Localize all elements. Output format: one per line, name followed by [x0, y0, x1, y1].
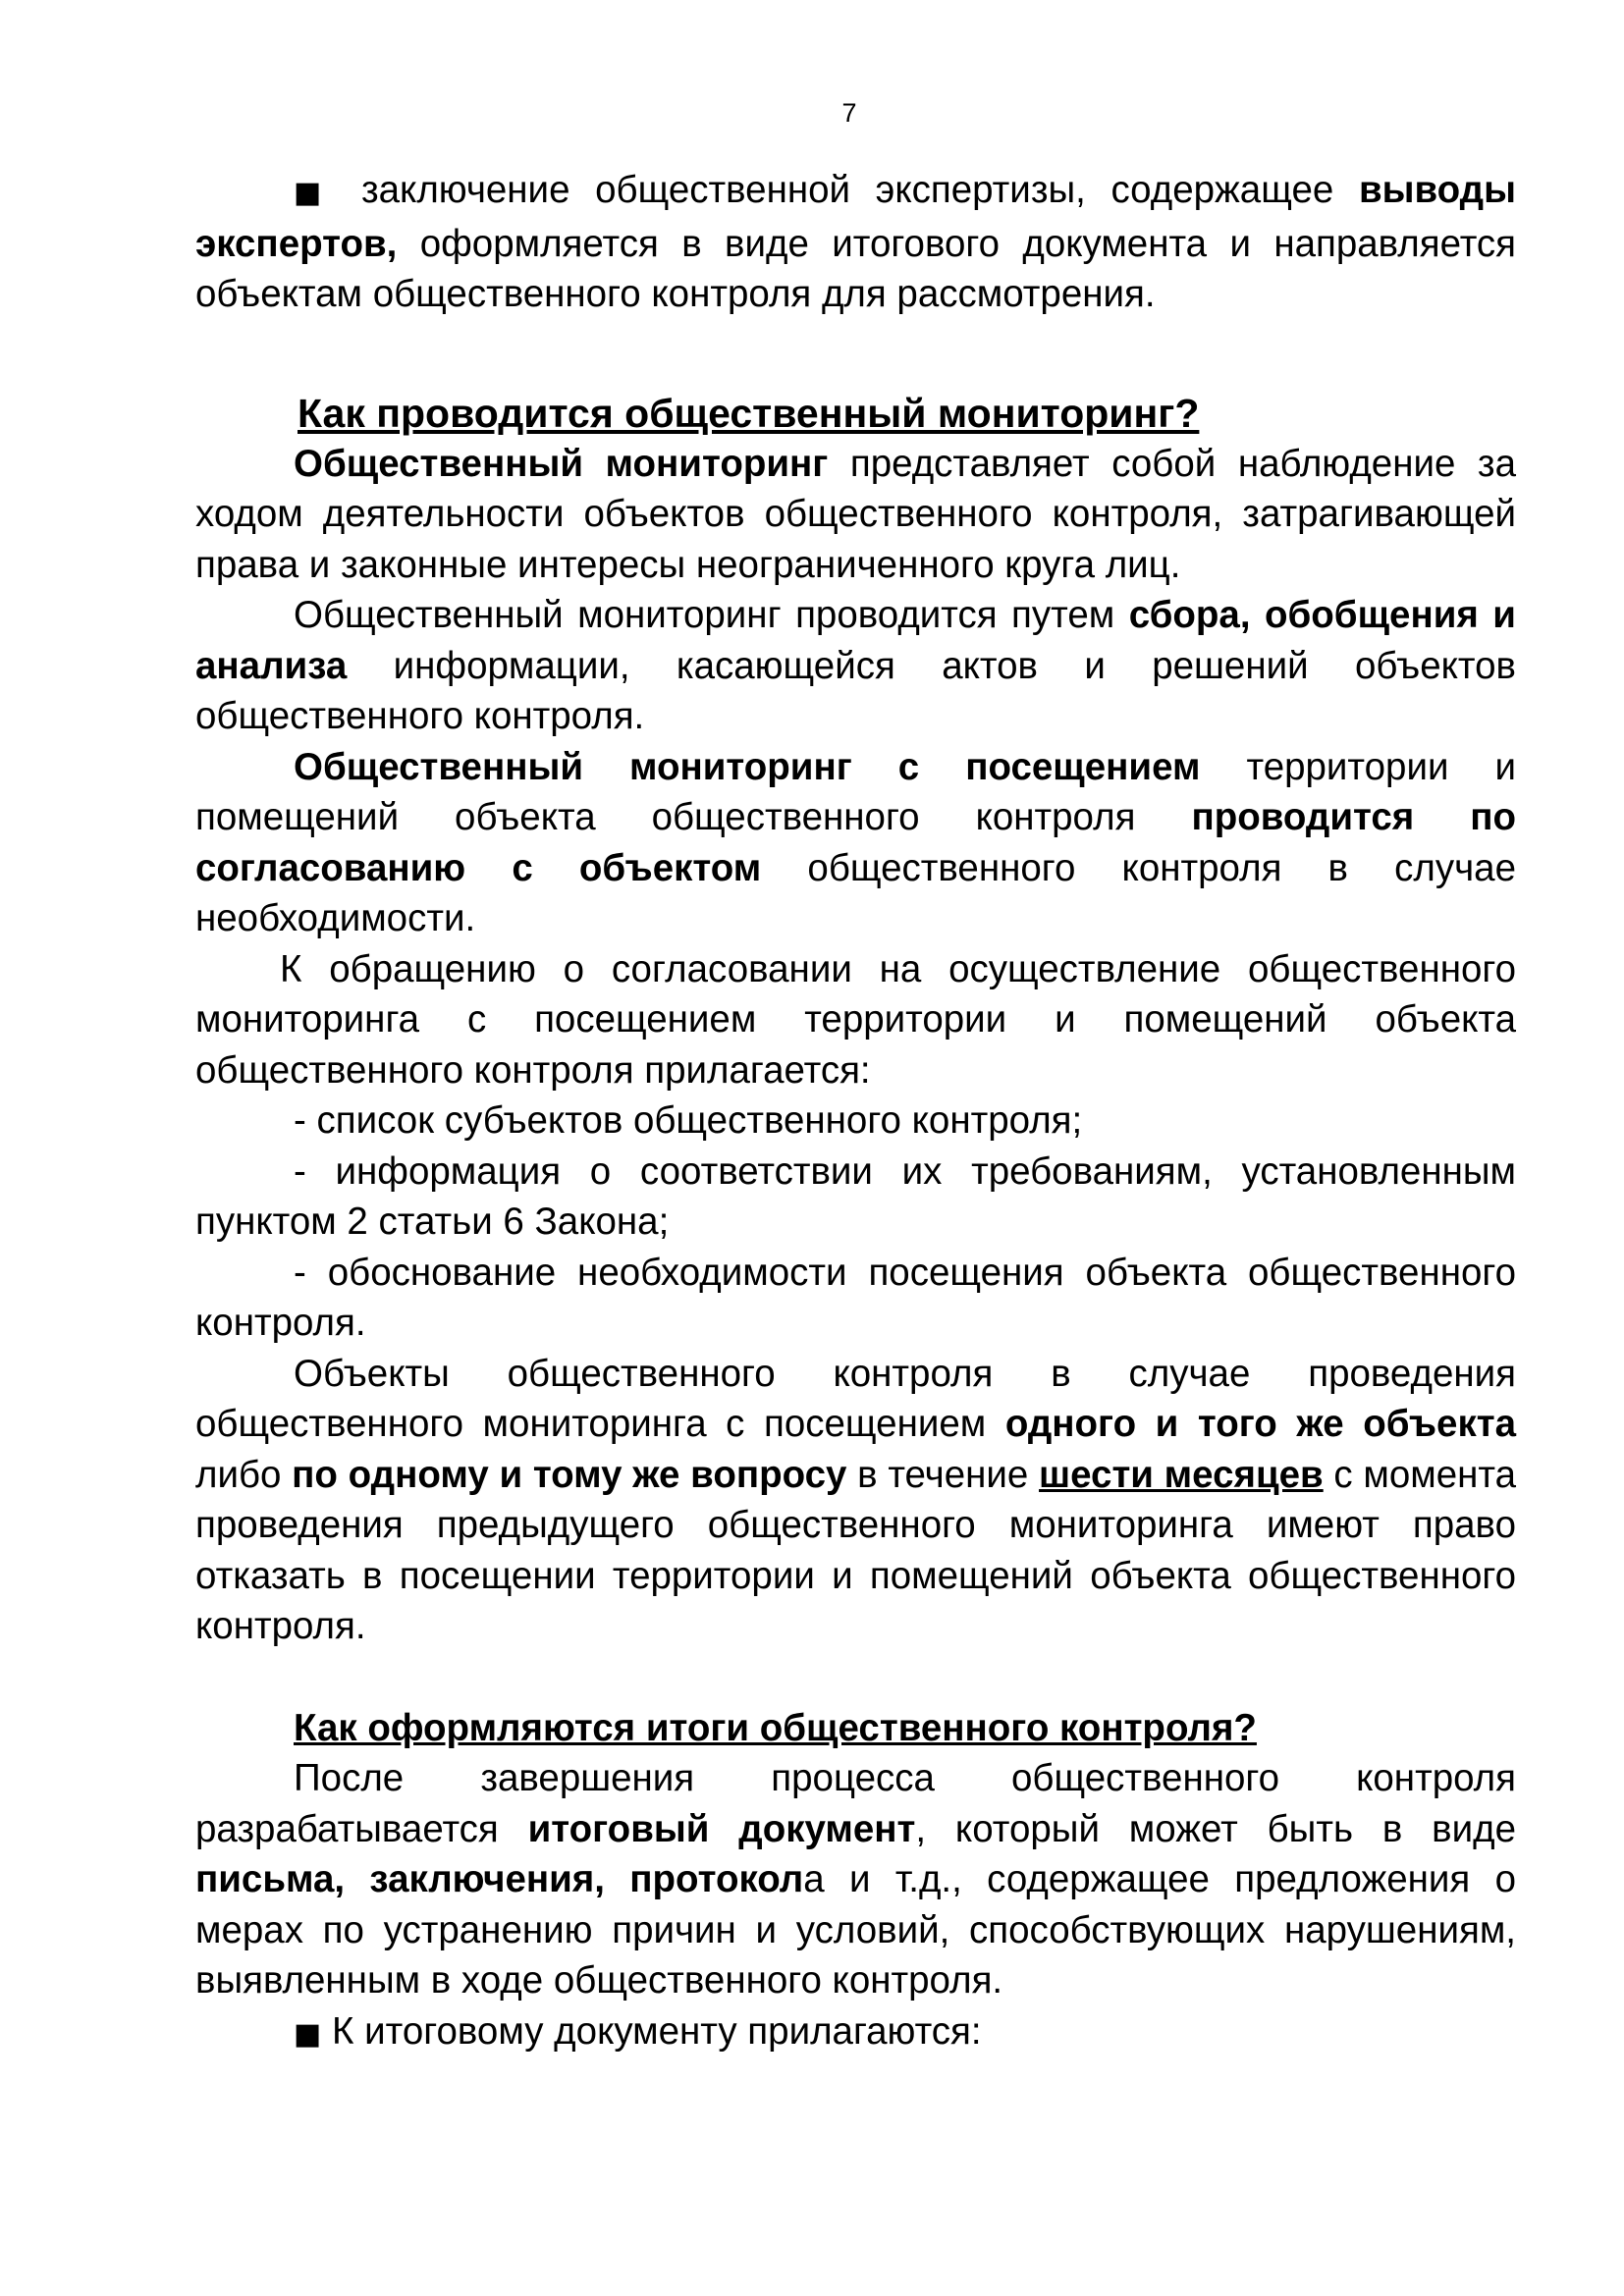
page-number: 7	[841, 98, 857, 128]
paragraph-monitoring-method: Общественный мониторинг проводится путем сбора, обобщения и анализа информации, касающейся актов и решений объектов общественного контроля.	[195, 594, 1516, 737]
paragraph-final-document: После завершения процесса общественного контроля разрабатывается итоговый документ, который может быть в виде письма, заключения, протокола и т.д., содержащее предложения о мерах по устранению причин и условий, способствующих нарушениям, выявленным в ходе общественного контроля.	[195, 1757, 1517, 2002]
paragraph-monitoring-visit: Общественный мониторинг с посещением территории и помещений объекта общественного контроля проводится по согласованию с объектом общественного контроля в случае необходимости.	[195, 745, 1517, 939]
paragraph-refusal-right: Объекты общественного контроля в случае проведения общественного мониторинга с посещением одного и того же объекта либо по одному и тому же вопросу в течение шести месяцев с момента проведения предыдущего общественного мониторинга имеют право отказать в посещении территории и помещений объекта общественного контроля.	[195, 1352, 1517, 1647]
paragraph-expertise-conclusion: ■ заключение общественной экспертизы, содержащее выводы экспертов, оформляется в виде итогового документа и направляется объектам общественного контроля для рассмотрения.	[195, 169, 1516, 315]
heading-results: Как оформляются итоги общественного контроля?	[294, 1706, 1257, 1749]
square-bullet-icon: ■	[294, 2016, 322, 2052]
list-item: - информация о соответствии их требованиям, установленным пунктом 2 статьи 6 Закона;	[195, 1149, 1516, 1243]
paragraph-application-attachments: К обращению о согласовании на осуществление общественного мониторинга с посещением территории и помещений объекта общественного контроля прилагается:	[195, 947, 1516, 1092]
document-body	[195, 165, 1516, 2059]
square-bullet-icon: ■	[294, 176, 337, 210]
list-item: - обоснование необходимости посещения объекта общественного контроля.	[195, 1251, 1516, 1344]
heading-monitoring: Как проводится общественный мониторинг?	[298, 390, 1200, 436]
paragraph-final-attachments: ■ К итоговому документу прилагаются:	[294, 2009, 982, 2053]
paragraph-monitoring-definition: Общественный мониторинг представляет собой наблюдение за ходом деятельности объектов общественного контроля, затрагивающей права и законные интересы неограниченного круга лиц.	[195, 442, 1516, 586]
list-item: - список субъектов общественного контроля;	[294, 1099, 1083, 1142]
